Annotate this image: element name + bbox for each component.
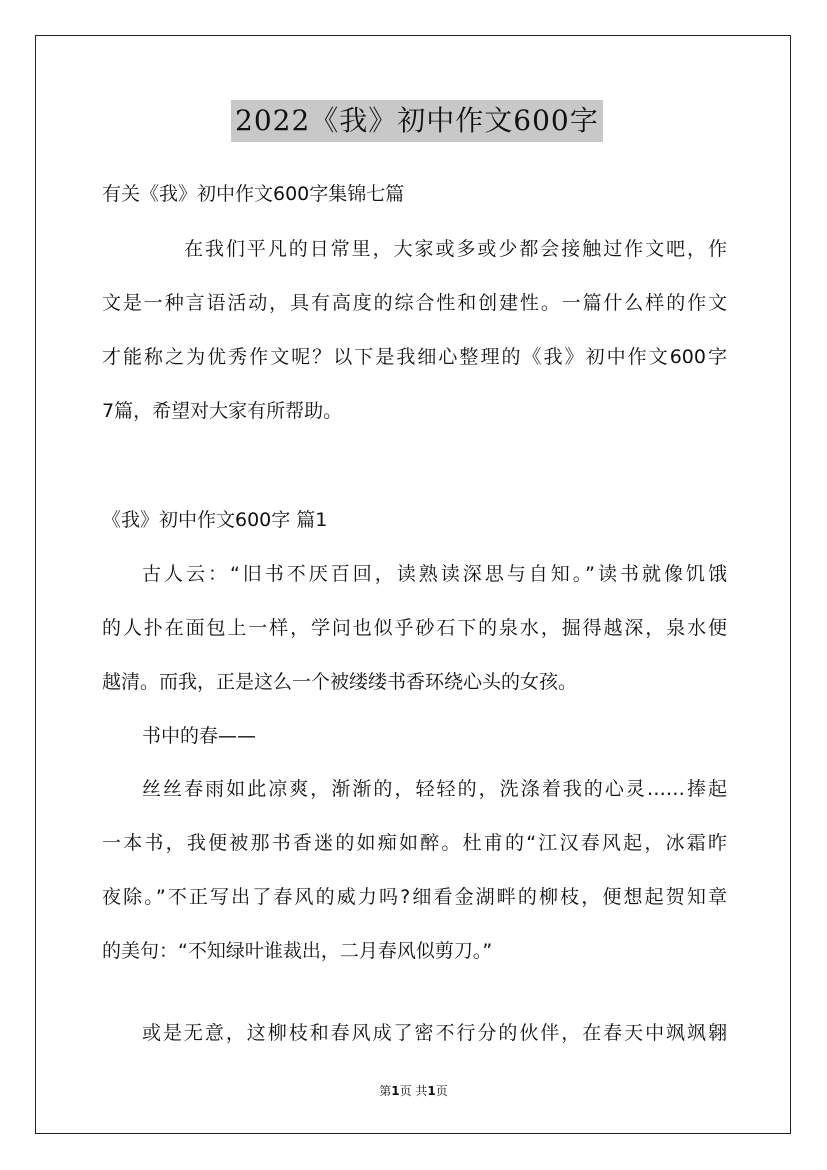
intro-line: 7篇，希望对大家有所帮助。 bbox=[102, 400, 343, 422]
document-title: 2022《我》初中作文600字 bbox=[231, 100, 603, 142]
page-footer bbox=[0, 1083, 827, 1099]
body-line: 夜除。”不正写出了春风的威力吗?细看金湖畔的柳枝，便想起贺知章 bbox=[102, 886, 727, 908]
body-line: 越清。而我，正是这么一个被缕缕书香环绕心头的女孩。 bbox=[102, 671, 578, 693]
body-line: 的美句：“不知绿叶谁裁出，二月春风似剪刀。” bbox=[102, 940, 493, 962]
body-line: 书中的春—— bbox=[142, 725, 257, 747]
footer-page-number: 1 bbox=[391, 1084, 400, 1098]
intro-line: 文是一种言语活动，具有高度的综合性和创建性。一篇什么样的作文 bbox=[102, 292, 727, 314]
body-line: 的人扑在面包上一样，学问也似乎砂石下的泉水，掘得越深，泉水便 bbox=[102, 617, 727, 639]
document-subtitle: 有关《我》初中作文600字集锦七篇 bbox=[102, 183, 405, 205]
intro-line: 才能称之为优秀作文呢？以下是我细心整理的《我》初中作文600字 bbox=[102, 346, 727, 368]
body-line: 古人云：“旧书不厌百回，读熟读深思与自知。”读书就像饥饿 bbox=[142, 563, 727, 585]
body-line: 或是无意，这柳枝和春风成了密不行分的伙伴，在春天中飒飒翱 bbox=[142, 1022, 727, 1044]
intro-line: 在我们平凡的日常里，大家或多或少都会接触过作文吧，作 bbox=[184, 238, 727, 260]
footer-suffix: 页 bbox=[435, 1084, 448, 1098]
footer-mid: 页 共 bbox=[399, 1084, 428, 1098]
body-line: 丝丝春雨如此凉爽，渐渐的，轻轻的，洗涤着我的心灵……捧起 bbox=[142, 778, 727, 800]
footer-prefix: 第 bbox=[379, 1084, 392, 1098]
body-line: 一本书，我便被那书香迷的如痴如醉。杜甫的“江汉春风起，冰霜昨 bbox=[102, 832, 727, 854]
section-heading: 《我》初中作文600字 篇1 bbox=[102, 509, 328, 531]
footer-page-total: 1 bbox=[427, 1084, 436, 1098]
